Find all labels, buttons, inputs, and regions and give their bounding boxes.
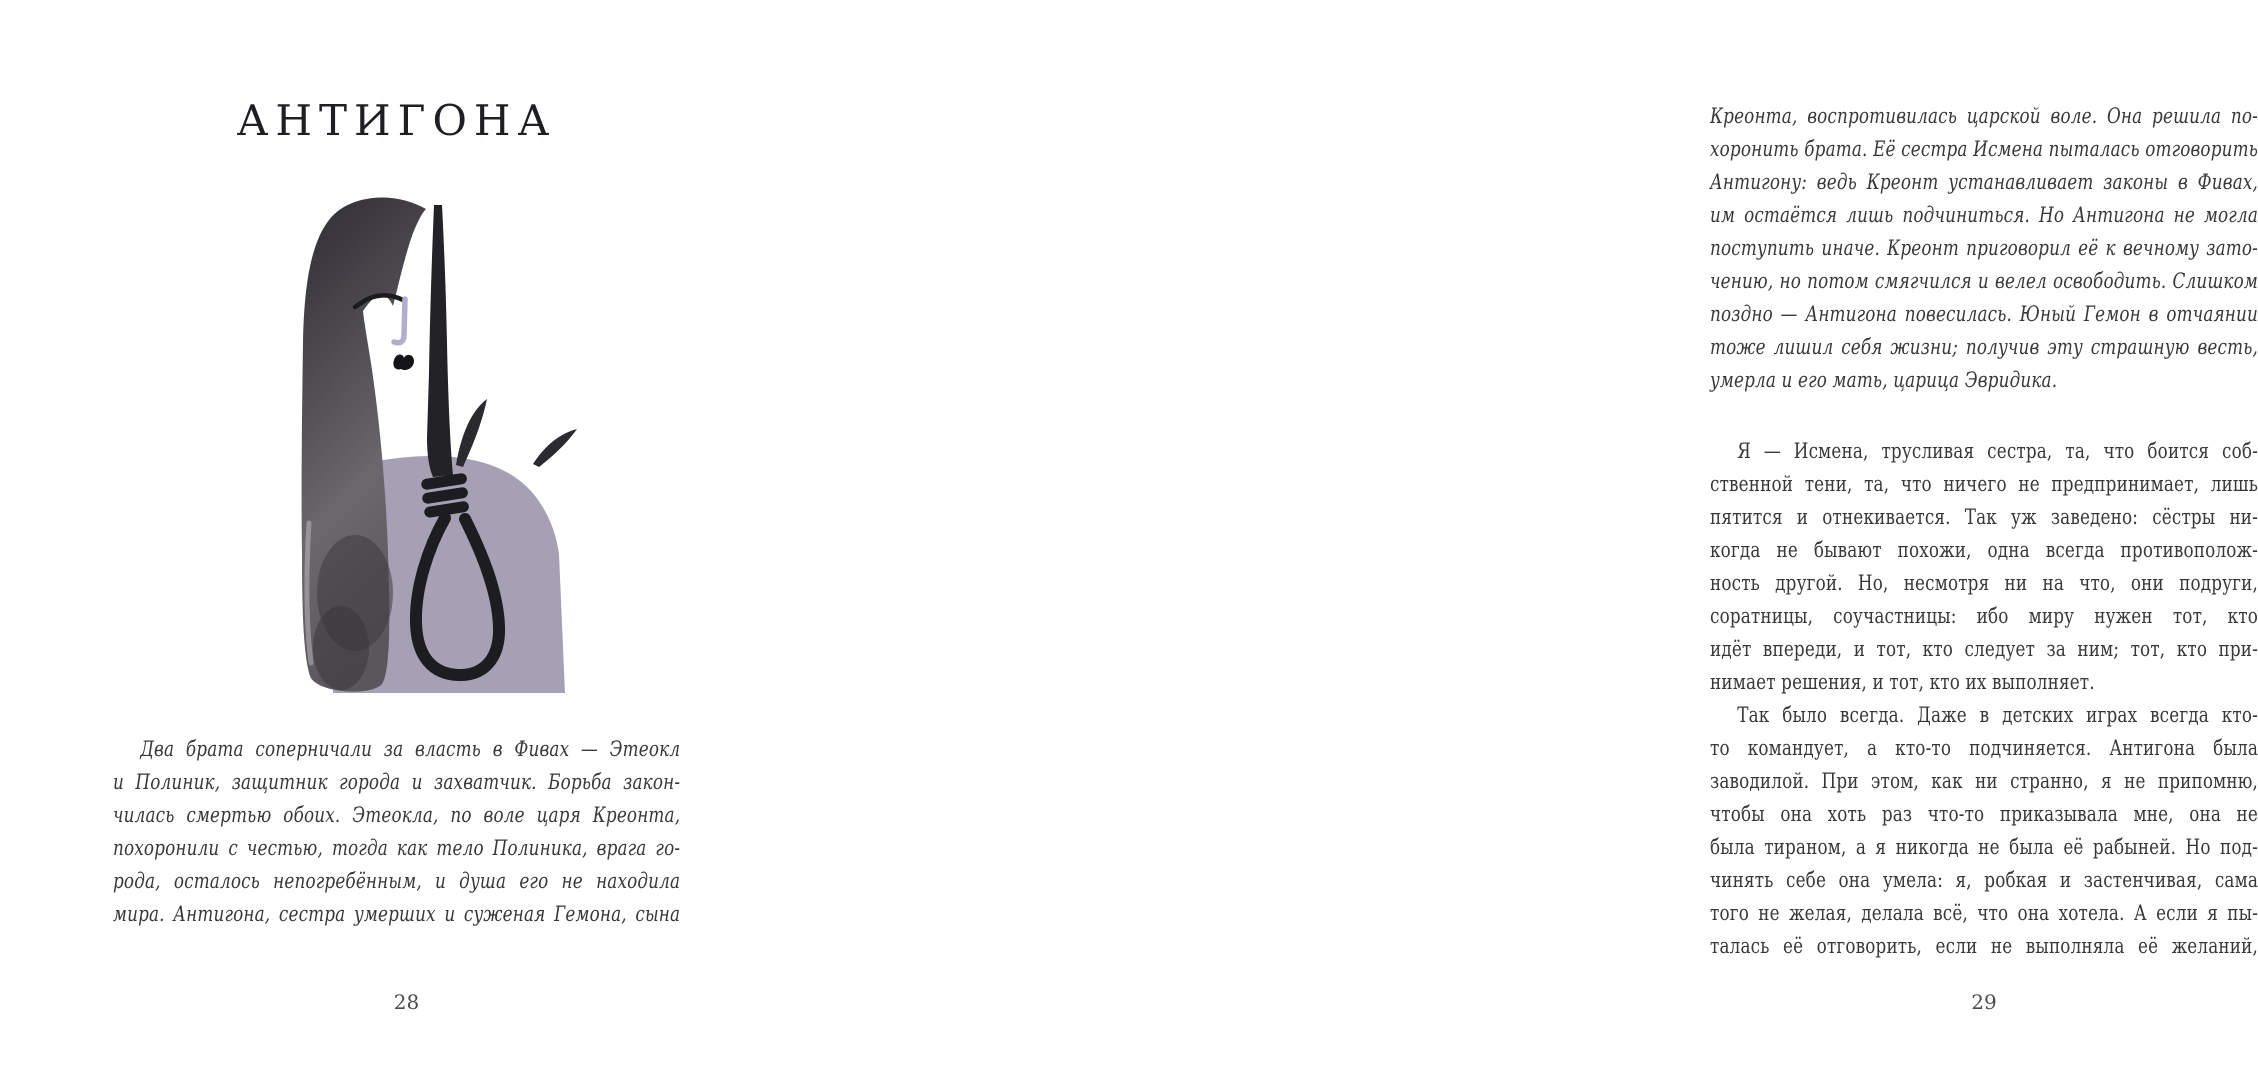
text-line: похоронили с честью, тогда как тело Полиника, врага го- — [113, 836, 681, 860]
right-page-text — [1710, 100, 2258, 963]
nose-stroke — [394, 299, 405, 343]
right-paragraph-intro — [1710, 100, 2258, 397]
text-line: им остаётся лишь подчиниться. Но Антигона не могла — [1710, 203, 2258, 227]
lips — [393, 354, 414, 370]
text-line: хоронить брата. Её сестра Исмена пыталась отговорить — [1710, 137, 2258, 161]
hair-wisp — [456, 399, 487, 467]
left-page-paragraph — [113, 733, 680, 931]
right-paragraph-ismene — [1710, 435, 2258, 699]
text-line: рода, осталось непогребённым, и душа его не находила — [113, 869, 681, 893]
text-line: Антигону: ведь Креонт устанавливает законы в Фивах, — [1710, 170, 2258, 194]
text-line: мира. Антигона, сестра умерших и суженая Гемона, сына — [113, 902, 681, 926]
page-number-left: 28 — [393, 990, 420, 1014]
text-line: заводилой. При этом, как ни странно, я не припомню, — [1710, 769, 2258, 793]
text-line: чилась смертью обоих. Этеокла, по воле царя Креонта, — [113, 803, 681, 827]
text-line: соратницы, соучастницы: ибо миру нужен тот, кто — [1710, 604, 2258, 628]
antigone-illustration — [293, 193, 583, 703]
text-line: Креонта, воспротивилась царской воле. Она решила по- — [1710, 104, 2258, 128]
text-line: и Полиник, защитник города и захватчик. Борьба закон- — [113, 770, 681, 794]
page-right — [807, 0, 2258, 1080]
text-line: поступить иначе. Креонт приговорил её к вечному зато- — [1710, 236, 2258, 260]
text-line: была тираном, а я никогда не была её рабыней. Но под- — [1710, 835, 2258, 859]
text-line: Так было всегда. Даже в детских играх всегда кто- — [1737, 703, 2258, 727]
text-line: чинять себе она умела: я, робкая и застенчивая, сама — [1710, 868, 2258, 892]
text-line: того не желая, делала всё, что она хотела. А если я пы- — [1710, 901, 2258, 925]
right-paragraph-always — [1710, 699, 2258, 963]
noose-knot — [421, 472, 470, 518]
text-line: когда не бывают похожи, одна всегда противополож- — [1710, 538, 2258, 562]
text-line: тоже лишил себя жизни; получив эту страшную весть, — [1710, 335, 2258, 359]
hair-shade — [313, 606, 369, 690]
text-line: Я — Исмена, трусливая сестра, та, что боится соб- — [1737, 439, 2258, 463]
text-line: ственной тени, та, что ничего не предпринимает, лишь — [1710, 472, 2258, 496]
text-line: то командует, а кто-то подчиняется. Антигона была — [1710, 736, 2258, 760]
page-number-right: 29 — [1971, 990, 1997, 1014]
rope-shape — [427, 205, 453, 477]
text-line: чению, но потом смягчился и велел освободить. Слишком — [1710, 269, 2258, 293]
text-line: поздно — Антигона повесилась. Юный Гемон в отчаянии — [1710, 302, 2258, 326]
chapter-title: АНТИГОНА — [236, 96, 557, 145]
text-line: Два брата соперничали за власть в Фивах — Этеокл — [140, 737, 681, 761]
text-line: пятится и отнекивается. Так уж заведено: сёстры ни- — [1710, 505, 2258, 529]
page-left — [0, 0, 807, 1080]
text-line: умерла и его мать, царица Эвридика. — [1710, 368, 2058, 392]
text-line: талась её отговорить, если не выполняла её желаний, — [1710, 934, 2258, 958]
text-line: чтобы она хоть раз что-то приказывала мне, она не — [1710, 802, 2258, 826]
hair-wisp — [533, 429, 577, 467]
text-line: нимает решения, и тот, кто их выполняет. — [1710, 670, 2095, 694]
text-line: идёт впереди, и тот, кто следует за ним; тот, кто при- — [1710, 637, 2258, 661]
text-line: ность другой. Но, несмотря ни на что, они подруги, — [1710, 571, 2258, 595]
